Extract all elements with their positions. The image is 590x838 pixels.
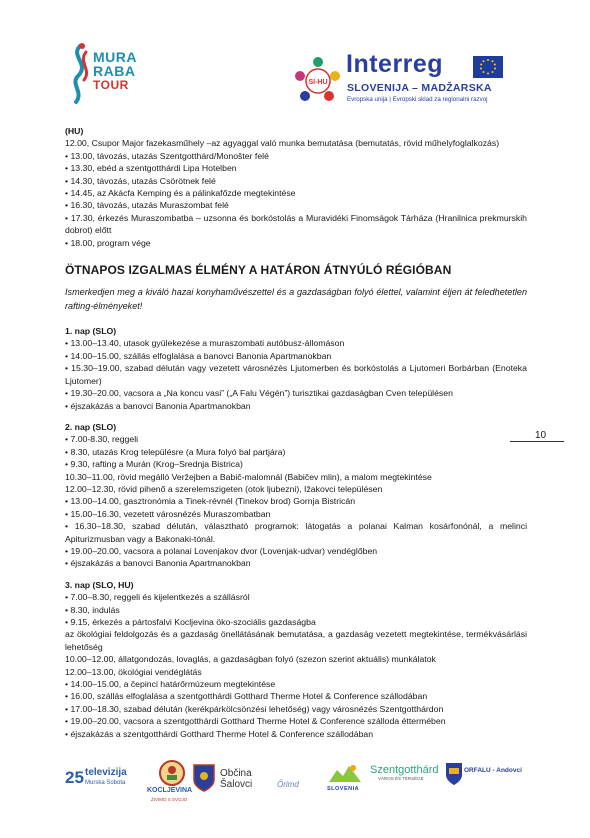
si-hu-badge-icon — [293, 54, 343, 104]
schedule-item: 12.00, Csupor Major fazekasműhely –az agyaggal való munka bemutatása (bemutatás, rövid műhelyfoglalkozás) — [65, 138, 500, 149]
orimd-logo: Őrimd — [277, 780, 299, 789]
section-label: (HU) — [65, 126, 84, 136]
schedule-item: • 16.00, szállás elfoglalása a szentgotthárdi Gotthard Therme Hotel & Conference szállodában — [65, 691, 428, 702]
day-title: 2. nap (SLO) — [65, 421, 117, 432]
schedule-item: • 13.00, távozás, utazás Szentgotthárd/Monošter felé — [65, 150, 269, 161]
schedule-item: • 8.30, utazás Krog településre (a Mura folyó bal partjára) — [65, 446, 286, 457]
day-title: 1. nap (SLO) — [65, 326, 117, 337]
obcina-line1: Občina — [220, 768, 252, 779]
crest-icon — [193, 764, 215, 792]
document-body — [65, 125, 527, 740]
schedule-item: • 16.30, távozás, utazás Muraszombat felé — [65, 200, 229, 211]
schedule-item: • 8.30, indulás — [65, 604, 120, 615]
orfalu-crest-icon — [445, 762, 463, 786]
salovci-crest — [193, 764, 215, 798]
footer-logos — [65, 760, 535, 805]
logo-text-mura: MURA — [93, 49, 137, 65]
tv-sub: Murska Sobota — [85, 780, 126, 786]
schedule-item: • 17.00–18.30, szabad délután (kerékpárkölcsönzési lehetőség) vagy városnézés Szentgotthárdon — [65, 703, 444, 714]
kocljevina-logo — [147, 760, 197, 804]
schedule-item: az ökológiai feldolgozás és a gazdaság önellátásának bemutatása, a gazdaság vezetett megtekintése, termékvásárlási lehetőség — [65, 629, 527, 652]
schedule-item: • 19.00–20.00, vacsora a polanai Lovenjakov dvor (Lovenjak-udvar) vendéglőben — [65, 545, 378, 556]
schedule-item: 12.00–12.30, rövid pihenő a szerelemszigeten (otok ljubezni), Ižakovci településen — [65, 483, 383, 494]
schedule-item: • 9.30, rafting a Murán (Krog–Srednja Bistrica) — [65, 459, 243, 470]
schedule-item: 10.00–12.00, állatgondozás, lovaglás, a gazdaságban folyó (szezon szerint aktuális) munkálatok — [65, 654, 436, 665]
obcina-salovci-text — [220, 768, 252, 790]
szentgotthard-text: Szentgotthárd — [370, 764, 439, 776]
orfalu-crest — [445, 762, 465, 790]
schedule-item: • 14.30, távozás, utazás Csörötnek felé — [65, 175, 216, 186]
badge-text: SI-HU — [308, 79, 328, 86]
kocljevina-sub: ŽIVIMO S SVOJO — [151, 797, 188, 802]
logo-text-raba: RABA — [93, 63, 136, 79]
schedule-item: • 14.00–15.00, szállás elfoglalása a banovci Banonia Apartmanokban — [65, 350, 332, 361]
day-title: 3. nap (SLO, HU) — [65, 579, 134, 590]
schedule-item: • 7.00–8.30, reggeli és kijelentkezés a szállásról — [65, 592, 250, 603]
slovenia-text: SLOVENIA — [327, 786, 360, 792]
section-heading: ÖTNAPOS IZGALMAS ÉLMÉNY A HATÁRON ÁTNYÚLÓ RÉGIÓBAN — [65, 263, 452, 278]
schedule-item: • 9.15, érkezés a pártosfalvi Kocljevina öko-szociális gazdaságba — [65, 617, 316, 627]
schedule-item: • 15.30–19.00, szabad délután vagy vezetett városnézés Ljutomerben és borkóstolás a Ljutomeri Borbárban (Enoteka Ljutomer) — [65, 363, 527, 386]
schedule-item: • 7.00-8.30, reggeli — [65, 434, 139, 445]
schedule-item: • 13.00–13.40, utasok gyülekezése a muraszombati autóbusz-állomáson — [65, 338, 345, 349]
schedule-item: • éjszakázás a banovci Banonia Apartmanokban — [65, 400, 251, 411]
schedule-item: • 14.00–15.00, a čepinci határőrmúzeum megtekintése — [65, 679, 276, 690]
slovenia-logo — [327, 762, 367, 798]
schedule-item: • 16.30–18.30, szabad délután, választható programok: látogatás a polanai Kalman kosárfonónál, a melinci Apiturizmusban vagy a Bakonaki-tónál. — [65, 521, 527, 544]
svg-text:25: 25 — [65, 768, 84, 787]
mura-raba-tour-logo — [66, 42, 146, 114]
szentgotthard-sub: VÁROS ÉS TÉRSÉGE — [378, 776, 424, 781]
obcina-line2: Šalovci — [220, 779, 253, 790]
schedule-item: • éjszakázás a szentgotthárdi Gotthard Therme Hotel & Conference szállodában — [65, 728, 374, 739]
schedule-item: • 18.00, program vége — [65, 237, 151, 248]
intro-paragraph: Ismerkedjen meg a kiváló hazai konyhaművészettel és a gazdaságban folyó élettel, valamint éljen át feledhetetlen rafting-élményeket! — [65, 287, 527, 311]
schedule-item: • 13.00–14.00, gasztronómia a Tinek-révnél (Tinekov brod) Gornja Bistricán — [65, 496, 356, 507]
schedule-item: • 13.30, ebéd a szentgotthárdi Lipa Hotelben — [65, 163, 237, 174]
schedule-item: 10.30–11.00, rövid megálló Veržejben a Babič-malomnál (Babičev mlin), a malom megtekintése — [65, 471, 432, 482]
page-number: 10 — [510, 430, 564, 442]
schedule-item: • 14.45, az Akácfa Kemping és a pálinkafőzde megtekintése — [65, 188, 296, 199]
kocljevina-icon — [159, 760, 185, 786]
interreg-logo — [293, 50, 513, 110]
schedule-item: • 15.00–16.30, vezetett városnézés Muraszombatban — [65, 508, 271, 519]
szentgotthard-logo — [370, 764, 450, 781]
kocljevina-name: KOCLJEVINA — [147, 787, 193, 794]
interreg-subtitle: SLOVENIJA – MADŽARSKA — [347, 82, 492, 94]
schedule-item: • 19.00–20.00, vacsora a szentgotthárdi Gotthard Therme Hotel & Conference szálloda éttermében — [65, 716, 446, 727]
tv-icon — [65, 766, 85, 788]
logo-text-tour: TOUR — [93, 78, 129, 92]
schedule-item: • 17.30, érkezés Muraszombatba – uzsonna és borkóstolás a Muravidéki Finomságok Tárháza (Hranilnica prekmurskih dobrot) előtt — [65, 212, 527, 236]
swirl-icon — [66, 42, 96, 104]
schedule-item: • 19.30–20.00, vacsora a „Na koncu vasi” („A Falu Végén”) turisztikai gazdaságban Cven településen — [65, 388, 453, 399]
eu-flag-icon — [473, 56, 503, 78]
orfalu-text: ORFALU - Andovci — [464, 767, 522, 774]
schedule-item: 12.00–13.00, ökológiai vendéglátás — [65, 666, 202, 677]
schedule-item: • éjszakázás a banovci Banonia Apartmanokban — [65, 558, 251, 569]
interreg-tagline: Evropska unija | Evropski sklad za regionalni razvoj — [347, 96, 488, 103]
slovenia-icon — [327, 762, 363, 786]
tv-name: televizija — [85, 767, 127, 778]
interreg-title: Interreg — [346, 50, 444, 78]
